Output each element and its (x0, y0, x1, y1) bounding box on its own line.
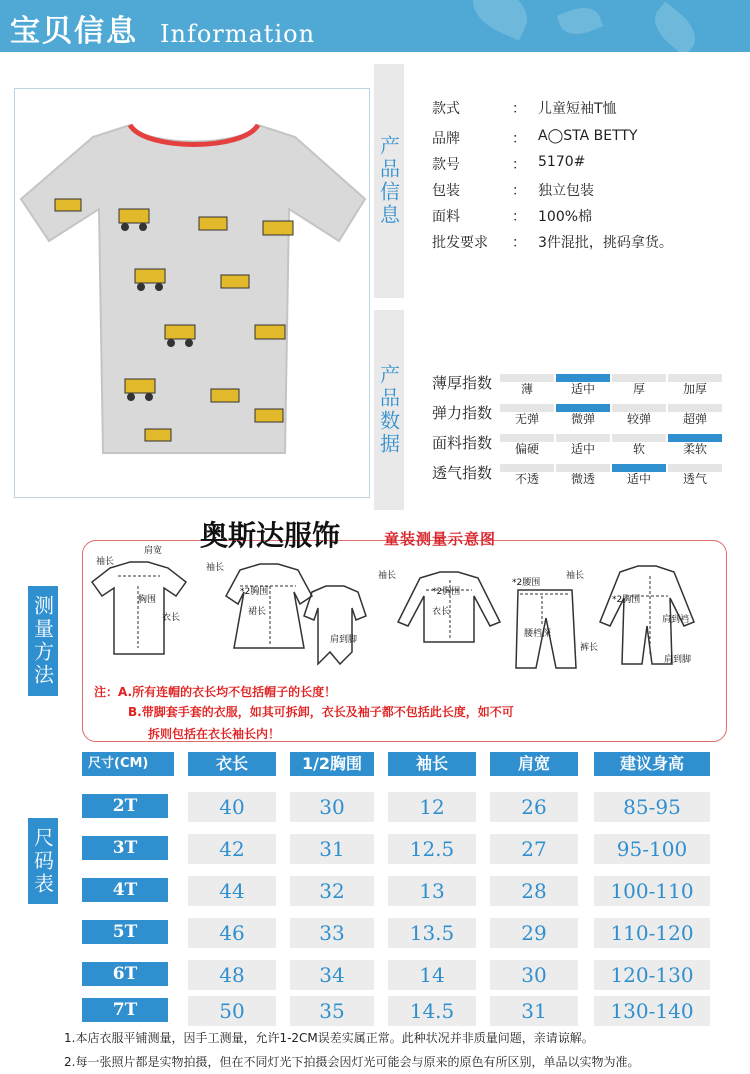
size-table-header: 1/2胸围 (290, 752, 374, 776)
size-table-header: 尺寸(CM) (82, 752, 174, 776)
product-info-label: 产品信息 (374, 64, 404, 298)
note-line: B.带脚套手套的衣服，如其可拆卸，衣长及袖子都不包括此长度，如不可 (128, 705, 514, 719)
index-option: 透气 (668, 464, 722, 486)
index-option: 无弹 (500, 404, 554, 426)
size-value: 28 (490, 876, 578, 906)
index-option: 适中 (612, 464, 666, 486)
index-label: 面料指数 (432, 434, 493, 452)
index-option: 厚 (612, 374, 666, 396)
footnote: 1.本店衣服平铺测量，因手工测量，允许1-2CM误差实属正常。此种状况并非质量问题，亲请谅解。 (64, 1031, 594, 1045)
measurement-title: 童装测量示意图 (384, 530, 497, 548)
size-value: 30 (490, 960, 578, 990)
index-option: 微透 (556, 464, 610, 486)
size-value: 46 (188, 918, 276, 948)
diag-label-rise: 腰档深 (524, 629, 552, 639)
diag-label-chest2: *2胸围 (240, 587, 269, 597)
index-option: 软 (612, 434, 666, 456)
size-value: 42 (188, 834, 276, 864)
index-label: 弹力指数 (432, 404, 493, 422)
size-value: 13.5 (388, 918, 476, 948)
info-label: 款式 (432, 101, 460, 117)
index-option: 加厚 (668, 374, 722, 396)
info-label: 包装 (432, 183, 460, 199)
diag-label-chest4: *2胸围 (612, 595, 641, 605)
size-label: 3T (82, 836, 168, 860)
size-value: 12 (388, 792, 476, 822)
info-label: 面料 (432, 209, 460, 225)
info-value: 5170# (538, 154, 586, 170)
size-value: 13 (388, 876, 476, 906)
size-value: 27 (490, 834, 578, 864)
size-value: 44 (188, 876, 276, 906)
diag-label-waist: *2腰围 (512, 578, 541, 588)
diag-label-chest: 胸围 (138, 595, 157, 605)
size-table-header: 建议身高 (594, 752, 710, 776)
index-option: 偏硬 (500, 434, 554, 456)
size-label: 2T (82, 794, 168, 818)
leaf-decoration (646, 1, 704, 52)
size-value: 33 (290, 918, 374, 948)
info-label: 批发要求 (432, 235, 488, 251)
brand-name: 奥斯达服饰 (200, 519, 341, 552)
product-photo (14, 88, 370, 498)
size-value: 31 (490, 996, 578, 1026)
index-option: 较弹 (612, 404, 666, 426)
size-value: 100-110 (594, 876, 710, 906)
footnote: 2.每一张照片都是实物拍摄，但在不同灯光下拍摄会因灯光可能会与原来的原色有所区别，单品以实物为准。 (64, 1055, 640, 1069)
diag-label-length: 衣长 (162, 613, 181, 623)
header-subtitle: Information (160, 20, 316, 48)
diag-label-chest3: *2胸围 (432, 587, 461, 597)
size-value: 29 (490, 918, 578, 948)
size-value: 120-130 (594, 960, 710, 990)
tshirt-image (15, 89, 371, 499)
size-table-header: 袖长 (388, 752, 476, 776)
diag-label-skirt: 裙长 (248, 607, 267, 617)
info-sep: ： (512, 101, 526, 117)
index-option: 柔软 (668, 434, 722, 456)
header-title: 宝贝信息 (10, 14, 138, 49)
index-label: 透气指数 (432, 464, 493, 482)
size-label: 4T (82, 878, 168, 902)
diag-label-sleeve2: 袖长 (206, 563, 225, 573)
leaf-decoration (464, 0, 535, 41)
size-value: 14 (388, 960, 476, 990)
page-header (0, 0, 750, 52)
size-value: 40 (188, 792, 276, 822)
info-sep: ： (512, 157, 526, 173)
size-table-header: 肩宽 (490, 752, 578, 776)
diag-label-length3: 衣长 (432, 607, 451, 617)
size-value: 12.5 (388, 834, 476, 864)
info-label: 品牌 (432, 131, 460, 147)
index-option: 适中 (556, 374, 610, 396)
index-option: 适中 (556, 434, 610, 456)
info-value: 100%棉 (538, 209, 593, 225)
size-value: 95-100 (594, 834, 710, 864)
product-data-label: 产品数据 (374, 310, 404, 510)
size-table-header: 衣长 (188, 752, 276, 776)
size-value: 26 (490, 792, 578, 822)
size-label: 5T (82, 920, 168, 944)
size-label: 7T (82, 998, 168, 1022)
diag-label-shoulder-to-crotch: 肩到裆 (662, 615, 690, 625)
diag-label-sleeve3: 袖长 (378, 571, 397, 581)
info-sep: ： (512, 131, 526, 147)
info-sep: ： (512, 235, 526, 251)
info-label: 款号 (432, 157, 460, 173)
info-sep: ： (512, 209, 526, 225)
size-value: 110-120 (594, 918, 710, 948)
size-value: 85-95 (594, 792, 710, 822)
index-option: 微弹 (556, 404, 610, 426)
size-chart-label: 尺码表 (28, 818, 58, 904)
diag-label-sleeve4: 袖长 (566, 571, 585, 581)
index-label: 薄厚指数 (432, 374, 493, 392)
info-value: 独立包装 (538, 183, 594, 199)
info-value: A◯STA BETTY (538, 128, 638, 144)
measure-method-label: 测量方法 (28, 586, 58, 696)
size-value: 48 (188, 960, 276, 990)
leaf-decoration (557, 2, 603, 40)
index-option: 超弹 (668, 404, 722, 426)
note-line: 拆则包括在衣长袖长内！ (148, 727, 281, 741)
size-value: 14.5 (388, 996, 476, 1026)
size-value: 34 (290, 960, 374, 990)
info-value: 3件混批，挑码拿货。 (538, 235, 673, 251)
measurement-diagram (90, 556, 720, 676)
index-option: 薄 (500, 374, 554, 396)
index-option: 不透 (500, 464, 554, 486)
size-value: 35 (290, 996, 374, 1026)
diag-label-pant: 裤长 (580, 643, 599, 653)
diag-label-shoulder-to-hem: 肩到脚 (330, 635, 358, 645)
info-sep: ： (512, 183, 526, 199)
size-value: 50 (188, 996, 276, 1026)
diag-label-sleeve: 袖长 (96, 557, 115, 567)
size-value: 32 (290, 876, 374, 906)
note-line: 注：A.所有连帽的衣长均不包括帽子的长度！ (94, 685, 337, 699)
diag-label-shoulder-to-foot: 肩到脚 (664, 655, 692, 665)
size-value: 130-140 (594, 996, 710, 1026)
info-value: 儿童短袖T恤 (538, 101, 617, 117)
size-label: 6T (82, 962, 168, 986)
diag-label-shoulder: 肩宽 (144, 546, 163, 556)
size-value: 31 (290, 834, 374, 864)
size-value: 30 (290, 792, 374, 822)
